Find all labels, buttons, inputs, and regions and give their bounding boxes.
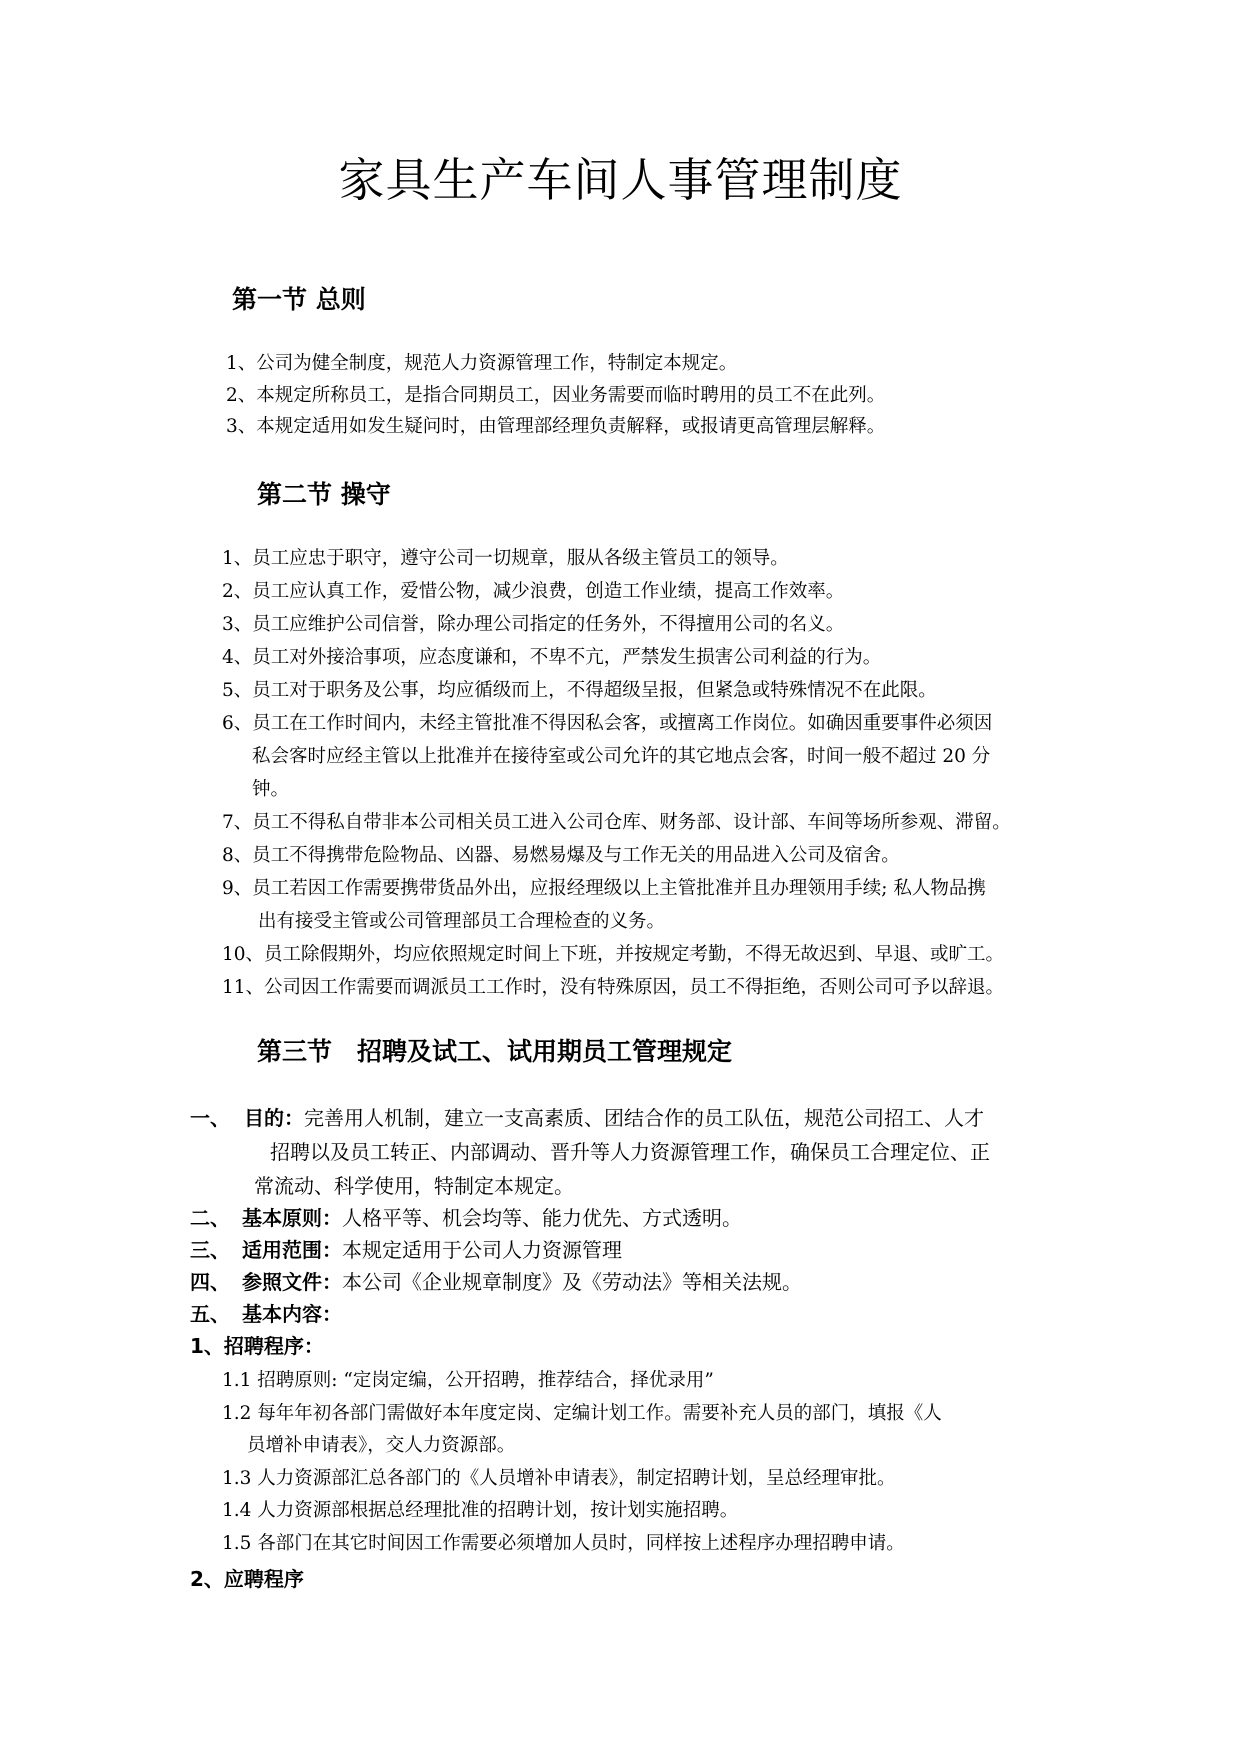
item-number: 6、 <box>222 713 253 734</box>
list-item <box>222 875 986 903</box>
item-number: 4、 <box>222 647 253 668</box>
list-item <box>222 578 844 606</box>
item-text: 员工应忠于职守，遵守公司一切规章，服从各级主管员工的领导。 <box>252 548 789 569</box>
clause-label: 适用范围： <box>242 1238 342 1262</box>
clause-continuation: 招聘以及员工转正、内部调动、晋升等人力资源管理工作，确保员工合理定位、正 <box>270 1140 990 1164</box>
list-item <box>222 677 937 705</box>
clause-label: 目的： <box>244 1106 304 1130</box>
list-item-continuation: 钟。 <box>252 779 290 800</box>
item-number: 3、 <box>226 416 257 437</box>
item-text: 员工应认真工作，爱惜公物，减少浪费，创造工作业绩，提高工作效率。 <box>252 581 845 602</box>
clause-number: 四、 <box>190 1270 230 1294</box>
item-text: 员工在工作时间内，未经主管批准不得因私会客，或擅离工作岗位。如确因重要事件必须因 <box>252 713 993 734</box>
list-item <box>222 974 1004 1002</box>
list-item: 1.3 人力资源部汇总各部门的《人员增补申请表》，制定招聘计划，呈总经理审批。 <box>222 1468 896 1489</box>
clause-text: 本规定适用于公司人力资源管理 <box>342 1238 622 1262</box>
list-item <box>222 644 881 672</box>
list-item <box>222 545 789 573</box>
clause-label: 参照文件： <box>242 1270 342 1294</box>
list-item <box>222 941 1004 969</box>
clause-number: 二、 <box>190 1206 230 1230</box>
item-number: 11、 <box>222 977 265 998</box>
subsection-heading: 2、应聘程序 <box>190 1567 304 1591</box>
list-item: 1.2 每年年初各部门需做好本年度定岗、定编计划工作。需要补充人员的部门，填报《人 <box>222 1403 942 1424</box>
section-heading: 第一节 总则 <box>232 285 366 314</box>
list-item <box>226 413 885 441</box>
item-text: 公司为健全制度，规范人力资源管理工作，特制定本规定。 <box>256 353 738 374</box>
list-item-continuation: 员增补申请表》，交人力资源部。 <box>247 1435 516 1456</box>
clause-text: 完善用人机制，建立一支高素质、团结合作的员工队伍，规范公司招工、人才 <box>304 1106 984 1130</box>
item-text: 员工除假期外，均应依照规定时间上下班，并按规定考勤，不得无故迟到、早退、或旷工。 <box>264 944 1005 965</box>
item-number: 2、 <box>222 581 253 602</box>
subsection-heading: 1、招聘程序： <box>190 1334 324 1358</box>
item-number: 10、 <box>222 944 265 965</box>
item-number: 2、 <box>226 385 257 406</box>
clause-text: 本公司《企业规章制度》及《劳动法》等相关法规。 <box>342 1270 802 1294</box>
item-text: 员工不得私自带非本公司相关员工进入公司仓库、财务部、设计部、车间等场所参观、滞留。 <box>252 812 1011 833</box>
item-number: 9、 <box>222 878 253 899</box>
item-text: 员工若因工作需要携带货品外出，应报经理级以上主管批准并且办理领用手续; 私人物品携 <box>252 878 986 899</box>
clause-number: 一、 <box>190 1106 230 1130</box>
item-number: 8、 <box>222 845 253 866</box>
clause <box>190 1299 342 1329</box>
section-heading: 第二节 操守 <box>257 480 391 509</box>
clause-number: 三、 <box>190 1238 230 1262</box>
item-number: 1、 <box>222 548 253 569</box>
item-number: 5、 <box>222 680 253 701</box>
clause-label: 基本原则： <box>242 1206 342 1230</box>
list-item <box>226 382 885 410</box>
item-number: 1、 <box>226 353 257 374</box>
item-number: 7、 <box>222 812 253 833</box>
item-text: 员工对外接洽事项，应态度谦和，不卑不亢，严禁发生损害公司利益的行为。 <box>252 647 882 668</box>
item-number: 3、 <box>222 614 253 635</box>
list-item <box>226 350 737 378</box>
clause <box>190 1203 742 1233</box>
document-title: 家具生产车间人事管理制度 <box>338 153 903 207</box>
list-item: 1.1 招聘原则: “定岗定编，公开招聘，推荐结合，择优录用” <box>222 1370 714 1391</box>
item-text: 员工不得携带危险物品、凶器、易燃易爆及与工作无关的用品进入公司及宿舍。 <box>252 845 900 866</box>
list-item <box>222 611 844 639</box>
item-text: 员工应维护公司信誉，除办理公司指定的任务外，不得擅用公司的名义。 <box>252 614 845 635</box>
item-text: 员工对于职务及公事，均应循级而上，不得超级呈报，但紧急或特殊情况不在此限。 <box>252 680 937 701</box>
clause-number: 五、 <box>190 1302 230 1326</box>
clause-text: 人格平等、机会均等、能力优先、方式透明。 <box>342 1206 742 1230</box>
item-text: 本规定适用如发生疑问时，由管理部经理负责解释，或报请更高管理层解释。 <box>256 416 886 437</box>
list-item <box>222 710 992 738</box>
clause <box>190 1267 802 1297</box>
item-text: 公司因工作需要而调派员工工作时，没有特殊原因，员工不得拒绝，否则公司可予以辞退。 <box>264 977 1005 998</box>
item-text: 本规定所称员工，是指合同期员工，因业务需要而临时聘用的员工不在此列。 <box>256 385 886 406</box>
list-item-continuation: 私会客时应经主管以上批准并在接待室或公司允许的其它地点会客，时间一般不超过 20 分 <box>252 746 991 767</box>
clause <box>190 1235 622 1265</box>
clause-label: 基本内容： <box>242 1302 342 1326</box>
list-item <box>222 842 900 870</box>
list-item <box>222 809 1011 837</box>
clause-continuation: 常流动、科学使用，特制定本规定。 <box>254 1174 574 1198</box>
list-item: 1.5 各部门在其它时间因工作需要必须增加人员时，同样按上述程序办理招聘申请。 <box>222 1533 905 1554</box>
section-heading: 第三节 招聘及试工、试用期员工管理规定 <box>257 1037 733 1066</box>
clause <box>190 1103 984 1133</box>
list-item: 1.4 人力资源部根据总经理批准的招聘计划，按计划实施招聘。 <box>222 1500 739 1521</box>
list-item-continuation: 出有接受主管或公司管理部员工合理检查的义务。 <box>258 911 666 932</box>
